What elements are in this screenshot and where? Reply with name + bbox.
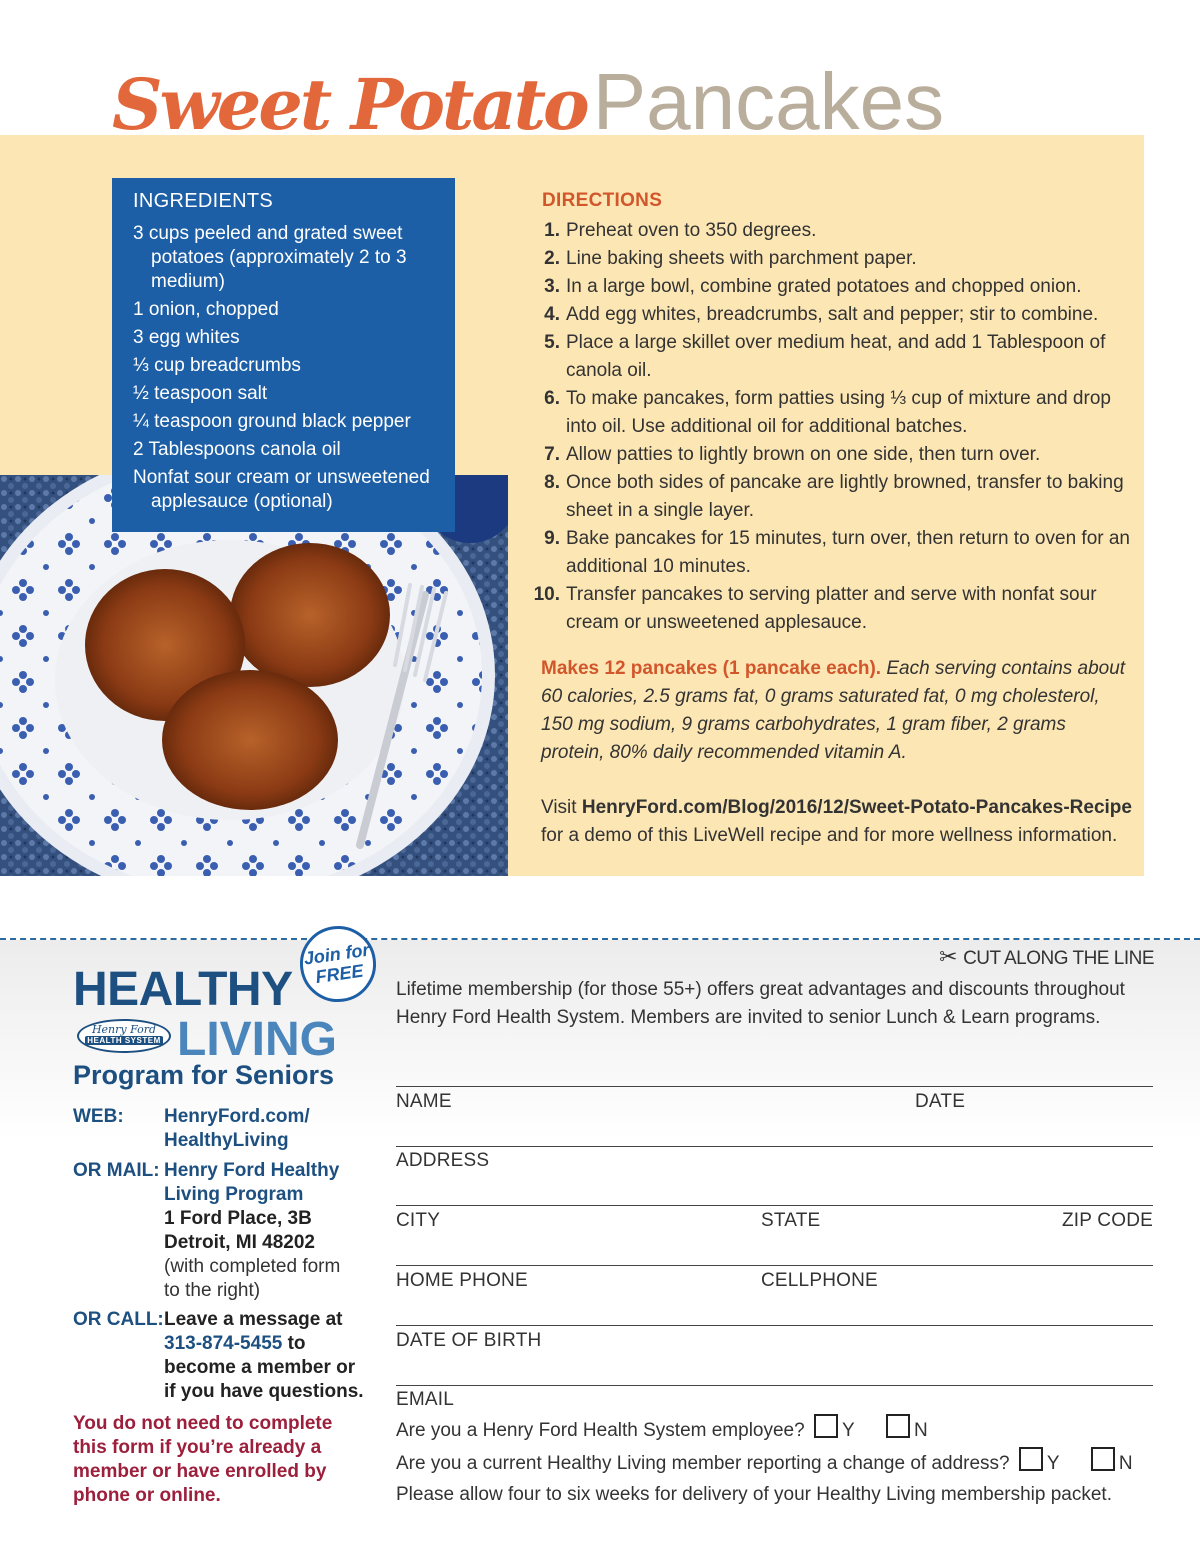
pancakes-photo xyxy=(0,475,508,876)
call-to: to xyxy=(287,1333,306,1354)
web-line-2: HealthyLiving xyxy=(164,1130,289,1151)
member-no-checkbox[interactable] xyxy=(1091,1447,1115,1471)
call-line-1: Leave a message at xyxy=(164,1309,343,1330)
step-number: 8. xyxy=(544,472,560,493)
member-question xyxy=(396,1447,1133,1475)
step-text: In a large bowl, combine grated potatoes and chopped onion. xyxy=(566,276,1082,297)
step-number: 7. xyxy=(544,444,560,465)
direction-step xyxy=(530,469,1130,525)
ingredient-item: ⅓ cup breadcrumbs xyxy=(133,355,301,376)
recipe-title xyxy=(112,56,944,146)
badge-line-1: Join for xyxy=(302,939,371,969)
visit-suffix: for a demo of this LiveWell recipe and for more wellness information. xyxy=(541,825,1118,846)
step-text: Add egg whites, breadcrumbs, salt and pepper; stir to combine. xyxy=(566,304,1099,325)
date-field[interactable]: DATE xyxy=(915,1091,966,1112)
ingredients-heading: INGREDIENTS xyxy=(133,190,273,212)
direction-step xyxy=(530,441,1130,469)
title-script: Sweet Potato xyxy=(112,63,587,146)
date-of-birth-field[interactable]: DATE OF BIRTH xyxy=(396,1330,542,1351)
name-field[interactable]: NAME xyxy=(396,1091,452,1112)
yes-label: Y xyxy=(1046,1453,1060,1474)
delivery-note: Please allow four to six weeks for delivery of your Healthy Living membership packet. xyxy=(396,1484,1112,1505)
direction-step xyxy=(530,329,1130,385)
ingredient-item: ½ teaspoon salt xyxy=(133,383,268,404)
call-line-4: if you have questions. xyxy=(164,1381,364,1402)
step-number: 10. xyxy=(533,584,560,605)
no-label: N xyxy=(1118,1453,1133,1474)
mail-note-1: (with completed form xyxy=(164,1256,341,1277)
mail-value xyxy=(164,1159,384,1303)
ingredient-item: ¼ teaspoon ground black pepper xyxy=(133,411,411,432)
ingredient-item: 1 onion, chopped xyxy=(133,299,279,320)
directions-section xyxy=(530,190,1130,637)
step-number: 2. xyxy=(544,248,560,269)
enrollment-note: You do not need to complete this form if you’re already a member or have enrolled by phone or online. xyxy=(73,1413,333,1506)
mail-note-2: to the right) xyxy=(164,1280,261,1301)
contact-mail xyxy=(73,1159,373,1304)
member-question-text: Are you a current Healthy Living member reporting a change of address? xyxy=(396,1453,1010,1474)
membership-intro: Lifetime membership (for those 55+) offers great advantages and discounts throughout Henry Ford Health System. Members are invited to senior Lunch & Learn programs. xyxy=(396,979,1125,1028)
step-text: Transfer pancakes to serving platter and serve with nonfat sour cream or unsweetened applesauce. xyxy=(566,584,1097,633)
form-line xyxy=(396,1086,1153,1087)
step-text: Place a large skillet over medium heat, and add 1 Tablespoon of canola oil. xyxy=(566,332,1106,381)
call-value xyxy=(164,1308,394,1404)
ingredient-item: 2 Tablespoons canola oil xyxy=(133,439,341,460)
visit-info xyxy=(541,794,1141,850)
no-label: N xyxy=(913,1420,928,1441)
step-text: Line baking sheets with parchment paper. xyxy=(566,248,917,269)
mail-line-2: Living Program xyxy=(164,1184,304,1205)
cut-label-text: CUT ALONG THE LINE xyxy=(963,948,1154,969)
phone-number[interactable]: 313-874-5455 xyxy=(164,1333,283,1354)
servings-lead: Makes 12 pancakes (1 pancake each). xyxy=(541,658,882,679)
directions-list xyxy=(530,217,1130,637)
ingredients-box xyxy=(112,178,455,532)
cellphone-field[interactable]: CELLPHONE xyxy=(761,1270,878,1291)
employee-yes-checkbox[interactable] xyxy=(814,1414,838,1438)
yes-label: Y xyxy=(841,1420,855,1441)
mail-label: OR MAIL: xyxy=(73,1160,160,1181)
form-line xyxy=(396,1265,1153,1266)
ingredient-item: Nonfat sour cream or unsweetened applesauce (optional) xyxy=(133,467,430,512)
form-line xyxy=(396,1385,1153,1386)
ingredient-item: 3 egg whites xyxy=(133,327,240,348)
step-number: 6. xyxy=(544,388,560,409)
address-field[interactable]: ADDRESS xyxy=(396,1150,490,1171)
logo-system: HEALTH SYSTEM xyxy=(85,1036,163,1045)
henry-ford-logo xyxy=(77,1019,171,1053)
direction-step xyxy=(530,525,1130,581)
nutrition-info xyxy=(541,655,1131,767)
direction-step xyxy=(530,245,1130,273)
ingredients-list xyxy=(133,222,445,514)
step-number: 3. xyxy=(544,276,560,297)
call-line-3: become a member or xyxy=(164,1357,356,1378)
step-number: 9. xyxy=(544,528,560,549)
call-line-2 xyxy=(164,1332,394,1356)
step-number: 4. xyxy=(544,304,560,325)
step-number: 5. xyxy=(544,332,560,353)
scissors-icon: ✂ xyxy=(939,944,958,969)
direction-step xyxy=(530,581,1130,637)
step-number: 1. xyxy=(544,220,560,241)
program-subtitle: Program for Seniors xyxy=(73,1060,335,1090)
mail-line-1: Henry Ford Healthy xyxy=(164,1160,340,1181)
mail-address-1: 1 Ford Place, 3B xyxy=(164,1208,312,1229)
contact-call xyxy=(73,1308,373,1408)
title-plain: Pancakes xyxy=(592,57,945,146)
web-label: WEB: xyxy=(73,1106,124,1127)
direction-step xyxy=(530,301,1130,329)
ingredient-item: 3 cups peeled and grated sweet potatoes (approximately 2 to 3 medium) xyxy=(133,223,407,292)
cut-label xyxy=(939,944,1154,970)
direction-step xyxy=(530,273,1130,301)
step-text: To make pancakes, form patties using ⅓ cup of mixture and drop into oil. Use additional oil for additional batches. xyxy=(566,388,1111,437)
mail-address-2: Detroit, MI 48202 xyxy=(164,1232,315,1253)
badge-line-2: FREE xyxy=(314,960,365,988)
call-label: OR CALL: xyxy=(73,1309,164,1330)
visit-prefix: Visit xyxy=(541,797,577,818)
step-text: Bake pancakes for 15 minutes, turn over, then return to oven for an additional 10 minutes. xyxy=(566,528,1130,577)
direction-step xyxy=(530,385,1130,441)
zip-code-field[interactable]: ZIP CODE xyxy=(1062,1210,1153,1231)
form-line xyxy=(396,1325,1153,1326)
employee-question-text: Are you a Henry Ford Health System employee? xyxy=(396,1420,805,1441)
member-yes-checkbox[interactable] xyxy=(1019,1447,1043,1471)
city-field[interactable]: CITY xyxy=(396,1210,441,1231)
living-wordmark: LIVING xyxy=(177,1013,338,1066)
home-phone-field[interactable]: HOME PHONE xyxy=(396,1270,528,1291)
recipe-link[interactable]: HenryFord.com/Blog/2016/12/Sweet-Potato-Pancakes-Recipe xyxy=(581,797,1132,818)
web-value[interactable] xyxy=(164,1105,384,1153)
form-line xyxy=(396,1205,1153,1206)
step-text: Allow patties to lightly brown on one side, then turn over. xyxy=(566,444,1041,465)
direction-step xyxy=(530,217,1130,245)
employee-question xyxy=(396,1414,928,1442)
cut-line xyxy=(0,938,1200,940)
step-text: Preheat oven to 350 degrees. xyxy=(566,220,817,241)
email-field[interactable]: EMAIL xyxy=(396,1389,455,1410)
step-text: Once both sides of pancake are lightly browned, transfer to baking sheet in a single layer. xyxy=(566,472,1124,521)
nutrition-facts: Each serving contains about 60 calories, 2.5 grams fat, 0 grams saturated fat, 0 mg cholesterol, 150 mg sodium, 9 grams carbohydrates, 1 gram fiber, 2 grams protein, 80% daily recommended vitamin A. xyxy=(541,658,1126,763)
web-line-1: HenryFord.com/ xyxy=(164,1106,310,1127)
employee-no-checkbox[interactable] xyxy=(886,1414,910,1438)
state-field[interactable]: STATE xyxy=(761,1210,821,1231)
directions-heading: DIRECTIONS xyxy=(542,190,663,211)
logo-name: Henry Ford xyxy=(91,1023,157,1036)
form-line xyxy=(396,1146,1153,1147)
contact-web xyxy=(73,1105,373,1155)
healthy-wordmark: HEALTHY xyxy=(73,963,293,1016)
